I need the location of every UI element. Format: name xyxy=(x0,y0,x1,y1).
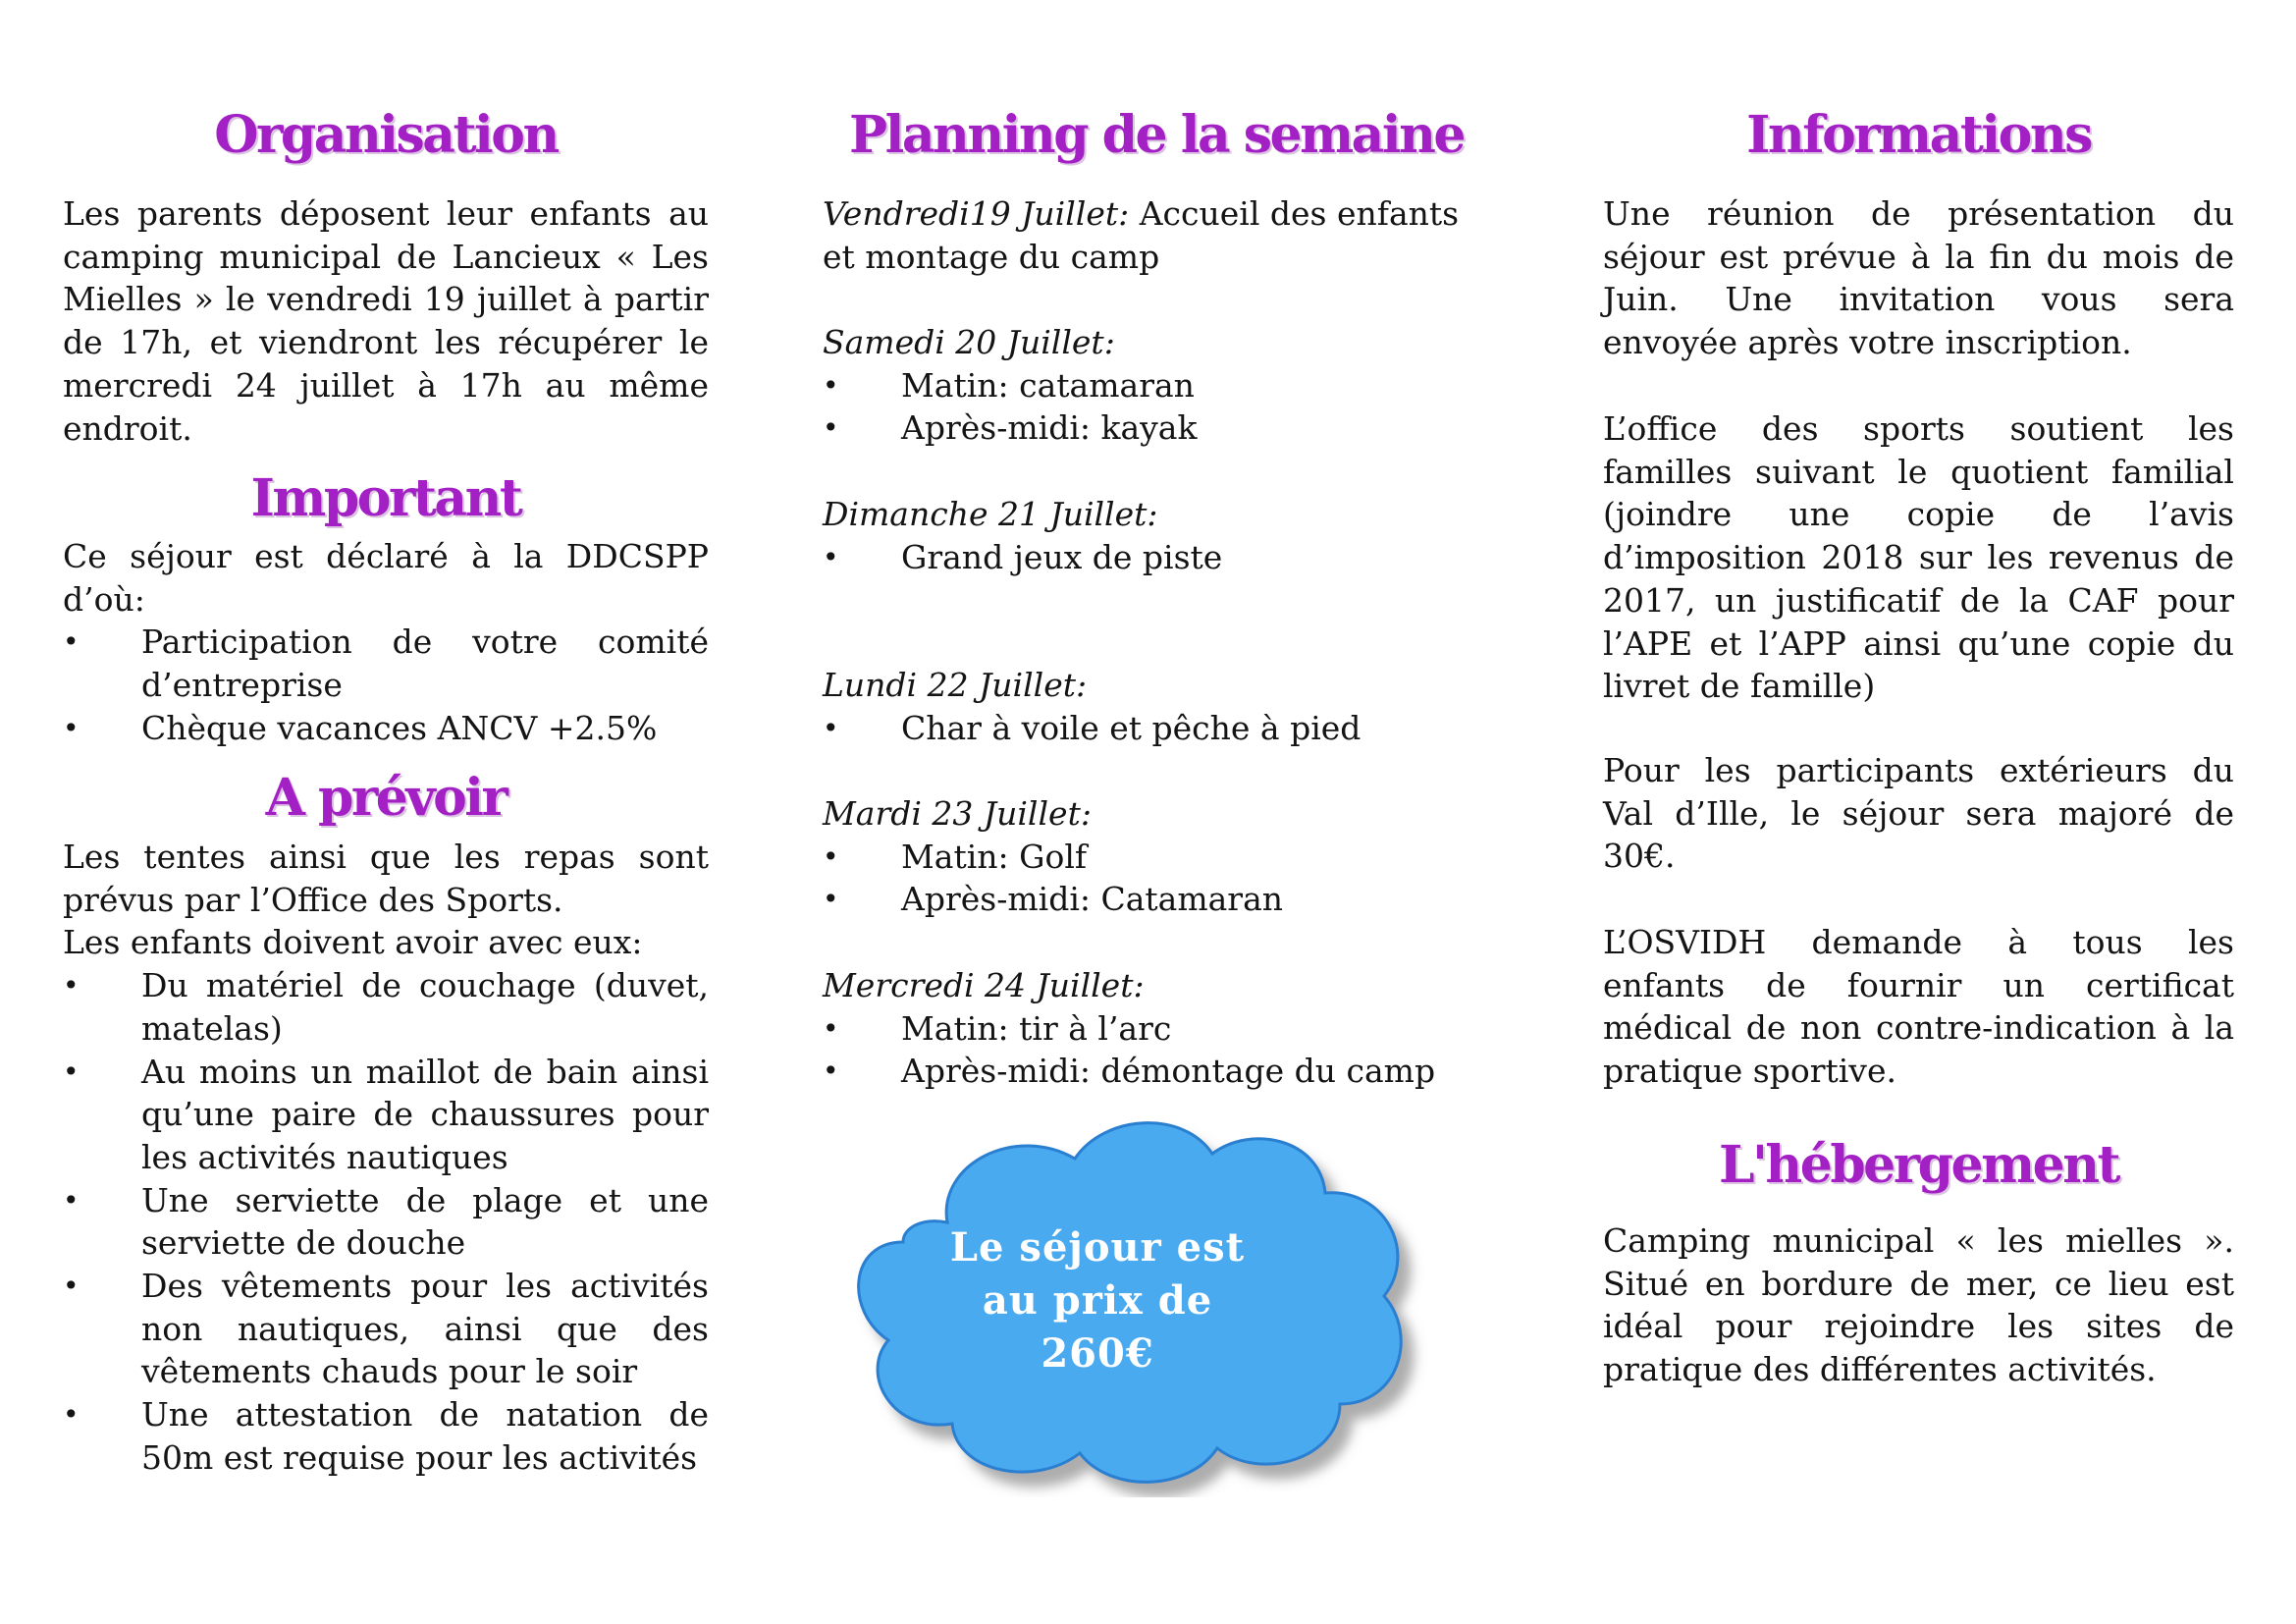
important-intro-line: d’où: xyxy=(63,579,145,619)
organisation-line: Les parents déposent leur enfants au xyxy=(63,194,709,233)
day-title: Dimanche 21 Juillet: xyxy=(823,495,1158,533)
list-item: • Après-midi: Catamaran xyxy=(823,878,1490,921)
list-item xyxy=(63,1179,709,1265)
info-line: 30€. xyxy=(1603,837,1676,876)
info-line: enfants de fournir un certificat xyxy=(1603,965,2234,1004)
list-item: • Matin: Golf xyxy=(823,836,1490,879)
day-activity: Accueil des enfants xyxy=(1129,194,1460,233)
info-line: Une réunion de présentation du xyxy=(1603,194,2234,233)
price-line: Le séjour est xyxy=(949,1224,1246,1271)
info-paragraph-meeting xyxy=(1603,192,2234,364)
list-item: • Après-midi: démontage du camp xyxy=(823,1050,1490,1093)
list-item-line: 50m est requise pour les activités xyxy=(141,1437,698,1477)
organisation-line: Mielles » le vendredi 19 juillet à partir xyxy=(63,280,709,319)
planning-day-saturday xyxy=(823,321,1490,450)
prevoir-intro-line: Les enfants doivent avoir avec eux: xyxy=(63,923,643,962)
info-line: (joindre une copie de l’avis xyxy=(1603,495,2234,534)
list-item: • Matin: catamaran xyxy=(823,364,1490,407)
info-paragraph-support xyxy=(1603,407,2234,708)
info-line: 2017, un justificatif de la CAF pour xyxy=(1603,580,2234,620)
list-item-line: • Participation de votre comité xyxy=(141,623,709,662)
info-line: d’imposition 2018 sur les revenus de xyxy=(1603,538,2234,577)
hebergement-line: Situé en bordure de mer, ce lieu est xyxy=(1603,1264,2234,1303)
planning-day-wednesday xyxy=(823,964,1490,1093)
day-title: Lundi 22 Juillet: xyxy=(823,666,1088,704)
list-item-line: non nautiques, ainsi que des xyxy=(141,1309,709,1348)
info-line: L’office des sports soutient les xyxy=(1603,409,2234,448)
info-line: pratique sportive. xyxy=(1603,1052,1896,1091)
hebergement-heading: L'hébergement xyxy=(1718,1135,2119,1195)
price-line: au prix de xyxy=(982,1277,1213,1324)
prevoir-text xyxy=(63,836,709,1480)
organisation-text xyxy=(63,192,709,450)
price-text xyxy=(921,1221,1274,1380)
list-item-line: vêtements chauds pour le soir xyxy=(141,1352,638,1391)
day-title: Samedi 20 Juillet: xyxy=(823,323,1115,361)
list-item-line: qu’une paire de chaussures pour xyxy=(141,1095,709,1134)
info-line: médical de non contre-indication à la xyxy=(1603,1008,2234,1048)
prevoir-list xyxy=(63,964,709,1479)
info-line: Pour les participants extérieurs du xyxy=(1603,751,2234,789)
planning-day-monday xyxy=(823,664,1490,749)
info-line: envoyée après votre inscription. xyxy=(1603,323,2132,362)
info-line: L’OSVIDH demande à tous les xyxy=(1603,923,2234,961)
planning-day-sunday xyxy=(823,493,1490,578)
organisation-heading: Organisation xyxy=(214,105,558,165)
hebergement-line: pratique des différentes activités. xyxy=(1603,1350,2157,1389)
hebergement-text xyxy=(1603,1219,2234,1391)
list-item-line: les activités nautiques xyxy=(141,1137,508,1176)
list-item-line: d’entreprise xyxy=(141,666,343,705)
day-list xyxy=(823,536,1490,579)
list-item: • Après-midi: kayak xyxy=(823,406,1490,450)
important-list xyxy=(63,621,709,749)
list-item-line: • Du matériel de couchage (duvet, xyxy=(141,966,709,1005)
list-item xyxy=(63,964,709,1050)
day-title: Mercredi 24 Juillet: xyxy=(823,966,1145,1004)
list-item-line: • Des vêtements pour les activités xyxy=(141,1267,709,1306)
important-heading: Important xyxy=(250,468,521,528)
planning-heading: Planning de la semaine xyxy=(848,105,1464,165)
info-line: Juin. Une invitation vous sera xyxy=(1603,280,2234,319)
list-item xyxy=(63,707,709,750)
list-item-line: • Une serviette de plage et une xyxy=(141,1180,709,1219)
organisation-line: camping municipal de Lancieux « Les xyxy=(63,237,709,276)
list-item-line: • Chèque vacances ANCV +2.5% xyxy=(141,708,658,747)
info-line: livret de famille) xyxy=(1603,667,1876,706)
day-list xyxy=(823,707,1490,750)
organisation-line: endroit. xyxy=(63,408,192,448)
list-item xyxy=(63,621,709,706)
info-line: familles suivant le quotient familial xyxy=(1603,452,2234,491)
list-item xyxy=(63,1265,709,1393)
list-item-line: serviette de douche xyxy=(141,1223,466,1263)
informations-heading: Informations xyxy=(1746,105,2091,165)
info-paragraph-medical xyxy=(1603,921,2234,1093)
list-item: • Char à voile et pêche à pied xyxy=(823,707,1490,750)
important-text xyxy=(63,535,709,750)
list-item-line: • Une attestation de natation de xyxy=(141,1395,709,1435)
info-line: l’APE et l’APP ainsi qu’une copie du xyxy=(1603,623,2234,663)
info-line: séjour est prévue à la fin du mois de xyxy=(1603,237,2234,276)
day-list xyxy=(823,1007,1490,1093)
hebergement-line: Camping municipal « les mielles ». xyxy=(1603,1221,2234,1260)
list-item: • Grand jeux de piste xyxy=(823,536,1490,579)
organisation-line: de 17h, et viendront les récupérer le xyxy=(63,323,709,362)
list-item xyxy=(63,1051,709,1179)
planning-day-friday xyxy=(823,192,1490,278)
day-title: Vendredi19 Juillet: xyxy=(823,194,1130,233)
day-activity-cont: et montage du camp xyxy=(823,237,1160,276)
info-line: Val d’Ille, le séjour sera majoré de xyxy=(1603,793,2234,833)
day-title: Mardi 23 Juillet: xyxy=(823,794,1092,833)
prevoir-heading: A prévoir xyxy=(265,768,507,828)
list-item: • Matin: tir à l’arc xyxy=(823,1007,1490,1051)
day-list xyxy=(823,364,1490,450)
day-list xyxy=(823,836,1490,921)
prevoir-intro-line: prévus par l’Office des Sports. xyxy=(63,880,563,919)
list-item xyxy=(63,1393,709,1479)
info-paragraph-external xyxy=(1603,749,2234,878)
price-line: 260€ xyxy=(1041,1330,1154,1377)
hebergement-line: idéal pour rejoindre les sites de xyxy=(1603,1307,2234,1346)
organisation-line: mercredi 24 juillet à 17h au même xyxy=(63,365,709,405)
prevoir-intro-line: Les tentes ainsi que les repas sont xyxy=(63,838,709,876)
important-intro-line: Ce séjour est déclaré à la DDCSPP xyxy=(63,537,709,575)
list-item-line: • Au moins un maillot de bain ainsi xyxy=(141,1052,709,1091)
list-item-line: matelas) xyxy=(141,1008,283,1048)
planning-day-tuesday xyxy=(823,792,1490,921)
